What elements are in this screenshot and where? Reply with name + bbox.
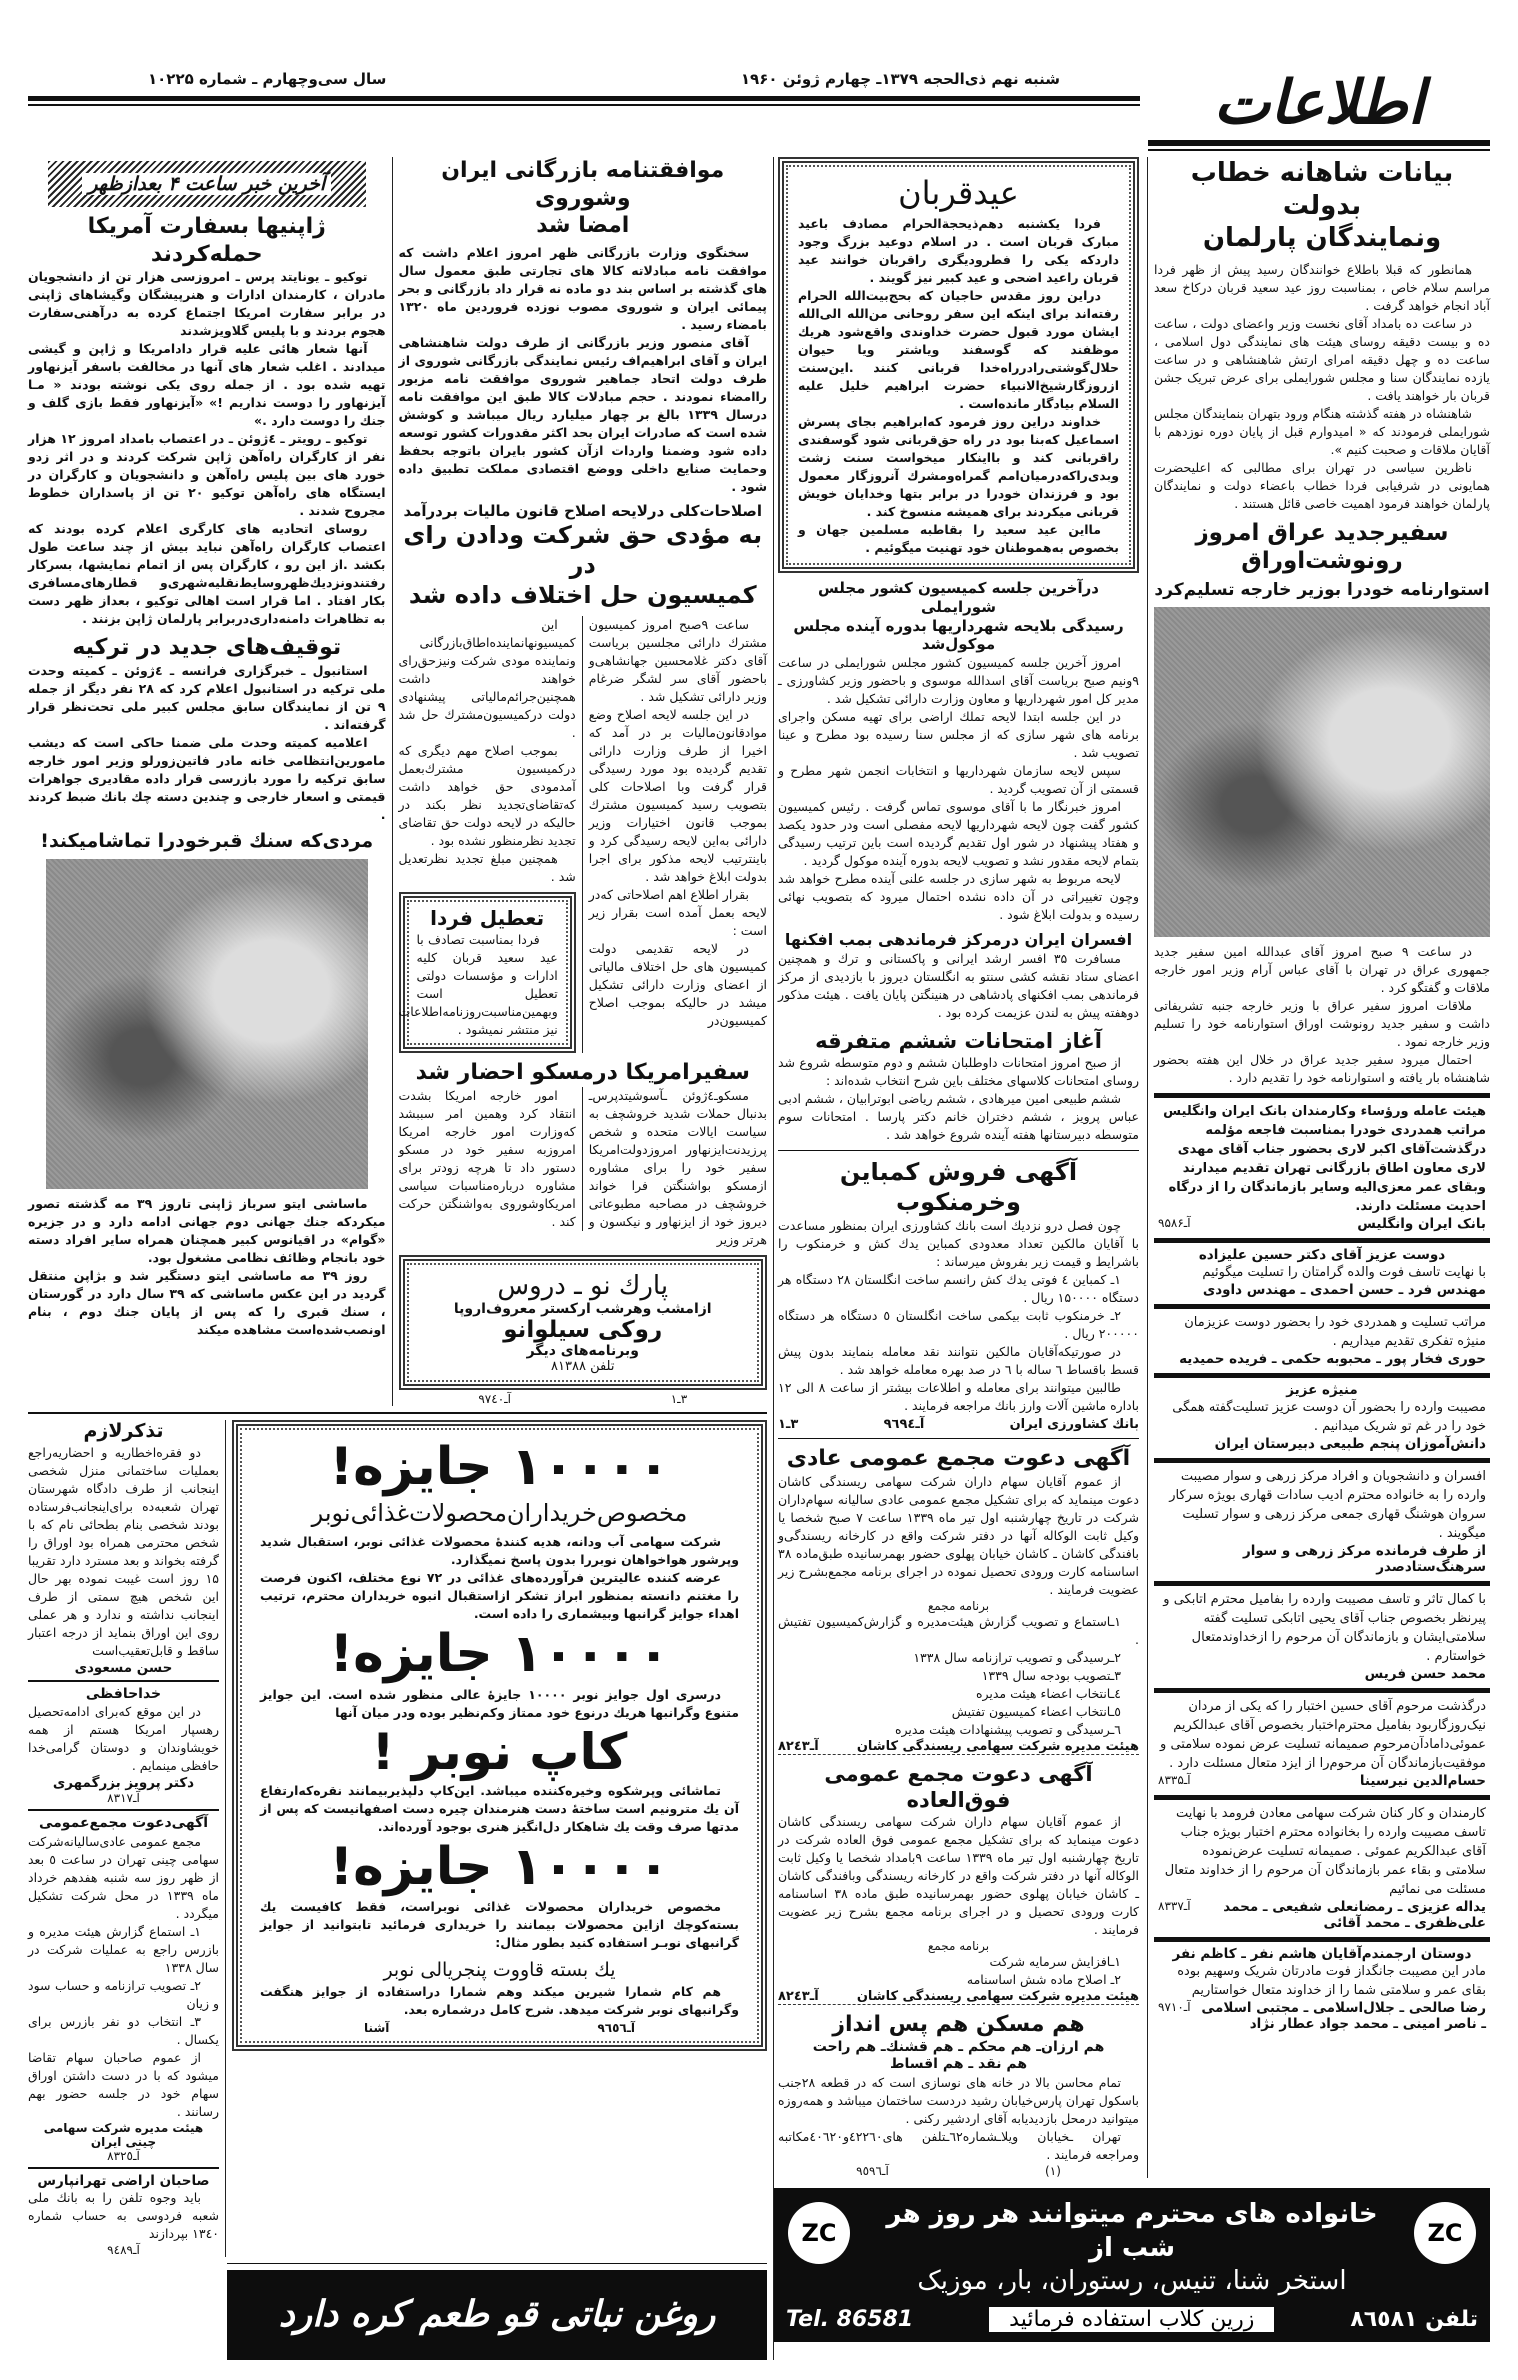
paragraph: فردا بمناسبت تصادف با عید سعید قربان کلیه ادارات و مؤسسات دولتی تعطیل است وبهمین‌مناسبت‌روزنامه‌اطلاعات نیز منتشر نمیشود .: [398, 932, 558, 1038]
headline-line: رسیدگی بلایحه شهرداریها بدوره آینده مجلس موکول‌شد: [793, 616, 1124, 654]
paragraph: تهران ـخیابان ویلاـشماره٦۲ـتلفن های٤۲۲٦۰و٤۰٦۲۰مکاتبه ومراجعه فرمایند .: [778, 2128, 1139, 2162]
paragraph: امروز خبرنگار ما با آقای موسوی تماس گرفت . رئیس کمیسیون کشور گفت چون لایحه شهرداریها لایحه مفصلی است ودر حدود یکصد و هفتاد پیشنهاد در شور اول تقدیم گردیده است باین ترتیب رسیدگی بتمام لایحه مقدور نشد و تصویب لایحه بدوره آینده موکول گردید .: [778, 799, 1139, 868]
paragraph: هیئت عامله ورؤساء وکارمندان بانک ایران وانگلیس مراتب همدردی خودرا بمناسبت فاجعه مؤلمه درگذشت‌آقای اکبر لاری بحضور جناب آقای مهدی لاری معاون اطاق بازرگانی تهران تقدیم میدارند وبقای عمر معزی‌الیه وسایر بازماندگان را از درگاه احدیت مسئلت دارند.: [1163, 1104, 1486, 1215]
notice-footer: [1158, 2000, 1486, 2032]
paragraph: فردا یکشنبه دهم‌ذیحجة‌الحرام مصادف باعید مبارک قربان است . در اسلام دوعید بزرگ وجود داردکه یکی را فطرودیگری راقربان خوانند عید قربان راعید اضحی و عید کبیر نیز گویند .: [798, 216, 1119, 285]
ad-body: [778, 1217, 1139, 1415]
paragraph: با نهایت تاسف فوت والده گرامتان را تسلیت میگوئیم: [1202, 1265, 1486, 1281]
signature: مهندس فرد ـ حسن احمدی ـ مهندس داودی: [1202, 1282, 1486, 1299]
paragraph: از عموم صاحبان سهام تقاضا میشود که با در دست داشتن اوراق سهام خود در جلسه حضور بهم رسانند .: [28, 2049, 219, 2119]
article-body: [583, 616, 767, 1030]
subheadline: استوارنامه خودرا بوزیر خارجه تسلیم‌کرد: [1154, 580, 1490, 600]
turkey-article: [28, 634, 386, 824]
column-left: [28, 157, 392, 1339]
ad-code: آـ۹۷٤۰: [478, 1391, 511, 1406]
paragraph: ۳ـتصویب بودجه سال ۱۳۳۹: [981, 1667, 1121, 1683]
signature: حسام‌الدین نیرسینا: [1359, 1773, 1486, 1790]
article-body: [28, 268, 386, 628]
headline: تعطیل فردا: [430, 906, 545, 931]
notice-body: [28, 1703, 219, 1775]
divider: [28, 1809, 219, 1811]
notice-footer: [1158, 1666, 1486, 1682]
ad-footer: [778, 2164, 1139, 2178]
paragraph: توکیو ـ رویتر ـ ٤ژوئن ـ در اعتصاب بامداد امروز ۱۲ هزار نفر از کارگران راه‌آهن ژاپن شرکت کردند و در اثر زدو خورد های بین پلیس راه‌آهن و دانشجویان و کارگران در ایستگاه های راه‌آهن توکیو ۲۰ تن از پاسداران خطوط مجروح شدند .: [28, 431, 386, 518]
signature: دکتر پرویز بزرگمهری: [52, 1775, 195, 1791]
paragraph: شاهنشاه در هفته گذشته هنگام ورود بتهران بنمایندگان مجلس شورایملی فرمودند که « امیدوارم قبل از پایان دوره نوزدهم با آقایان ملاقات و صحبت کنیم ».: [1154, 405, 1490, 457]
moscow-article: [399, 1059, 768, 1249]
ad-code: آـ۹٦٥٦: [597, 2020, 635, 2035]
nobar-prize-ad: [232, 1420, 767, 2051]
tax-law-article: [399, 502, 768, 1054]
signature: دانش‌آموزان پنجم طبیعی دبیرستان ایران: [1214, 1436, 1486, 1453]
logo-rule: [1148, 140, 1490, 146]
divider: [28, 1680, 219, 1682]
paragraph: ۱ـافزایش سرمایه شرکت: [989, 1954, 1121, 1970]
ad-footer: [399, 1392, 768, 1406]
obituaries: [1154, 1093, 1490, 2038]
gravestone-photo: [46, 859, 368, 1189]
photo-headline: مردی‌که سنك قبرخودرا تماشامیکند!: [40, 829, 374, 852]
signature: بانک ایران وانگلیس: [1357, 1216, 1486, 1233]
headline: افسران ایران درمرکز فرماندهی بمب افکنها: [784, 930, 1133, 949]
ad-code: آـ۹۵۸۶: [1158, 1216, 1191, 1231]
ad-subtitle: مخصوص‌خریداران‌محصولات‌غذائی‌نوبر: [311, 1499, 688, 1528]
paragraph: درسری اول جوایز نوبر ۱۰۰۰۰ جایزهٔ عالی منظور شده است. این جوایز متنوع وگرانبها هریك درنوع خود ممتاز وکم‌نظیر بوده ودر میان آنها: [260, 1686, 739, 1720]
condolence-notice: [1154, 1688, 1490, 1795]
headline: آغاز امتحانات ششم متفرقه: [815, 1029, 1102, 1053]
paragraph: بموجب اصلاح مهم دیگری که درکمیسیون مشترك‌بعمل آمدمودی حق خواهد داشت که‌تقاضای‌تجدید نظر بکند در حالیکه در لایحه دولت حق تقاضای تجدید نظرمنظور نشده بود .: [398, 743, 576, 849]
ad-cta: زرین کلاب استفاده فرمائید: [989, 2307, 1274, 2332]
paragraph: امور خارجه امریکا بشدت انتقاد کرد وهمین امر سببشد که‌وزارت امور خارجه امریکا امروزبه سفیر خود در مسکو دستور داد تا هرچه زودتر برای مشاوره درباره‌مناسبات سیاسی امریکاوشوروی به‌واشنگتن حرکت کند .: [398, 1087, 576, 1229]
paragraph: مراتب تسلیت و همدردی خود را بحضور دوست عزیزمان منیژه تفکری تقدیم میداریم .: [1184, 1315, 1486, 1350]
ad-code: آـ۸۳۱۷: [107, 1791, 140, 1805]
paragraph: در صورتیکه‌آقایان مالکین نتوانند نقد معامله بنمایند بدون پیش قسط باقساط ٦ ساله با ٦ در صد بهره معامله خواهد شد .: [778, 1344, 1139, 1378]
article-body: [1154, 261, 1490, 513]
paragraph: ٦ـرسیدگی و تصویب پیشنهادات هیئت مدیره: [894, 1721, 1121, 1737]
headline: ژاپنیها بسفارت آمریکا حمله‌کردند: [87, 214, 326, 267]
divider: [778, 1438, 1139, 1439]
condolence-notice: [1154, 1093, 1490, 1238]
banner-text: آخرین خبر ساعت ۴ بعدازظهر: [82, 173, 331, 195]
paragraph: در ساعت ۹ صبح امروز آقای عبدالله امین سفیر جدید جمهوری عراق در تهران با آقای عباس آرام وزیر امور خارجه ملاقات و گفتگو کرد .: [1154, 944, 1490, 996]
ad-code: آـ۸۳۳۷: [1158, 1899, 1191, 1914]
paragraph: از عموم آقایان سهام داران شرکت سهامی ریسندگی کاشان دعوت مینماید که برای تشکیل مجمع عمومی عادی سالیانه سهام‌داران شرکت در تاریخ چهارشنبه اول تیر ماه ۱۳۳۹ ساعت ۷ صبح شخصا یا وکیل ثابت الوکاله آنها در دفتر شرکت واقع در کارخانه ریسندگی‌و بافندگی کاشان ـ کاشان خیابان پهلوی حضور بهمرسانیده طبق‌ماده ۳۸ اساسنامه کارت ورودی تحصیل نموده در اجرای برنامه مجمع‌بشرح زیر عضویت فرمایند .: [778, 1473, 1139, 1597]
paragraph: چون فصل درو نزدیك است بانك كشاورزی ایران بمنظور مساعدت با آقایان مالکین تعداد معدودی کمباین یدك کش و خرمنکوب را باشرایط و قیمت زیر بفروش میرساند :: [778, 1218, 1139, 1270]
notice-footer: [1158, 1436, 1486, 1452]
paragraph: طالبین میتوانند برای معامله و اطلاعات بیشتر از ساعت ۸ الی ۱۲ باداره ماشین آلات وارز بانك مراجعه فرمایند .: [778, 1380, 1139, 1414]
headline-line: موافقتنامه بازرگانی ایران وشوروی: [441, 158, 725, 211]
paragraph: سخنگوی وزارت بازرگانی ظهر امروز اعلام داشت که موافقت نامه مبادلاته کالا های تجارتی طبق معمول سال های گذشته بر اساس بند دو ماده نه قرار داد بازرگانی و بحر پیمائی ایران و شوروی مصوب نوزده فروردین ماه ۱۳۲۰ بامضاء رسید .: [398, 244, 767, 332]
headline: سفیرجدید عراق امروز رونوشت‌اوراق: [1195, 519, 1449, 575]
notice-title: دوست عزیز آقای دکتر حسین علیزاده: [1198, 1247, 1446, 1264]
page-ref: ۳ـ۱: [778, 1417, 799, 1433]
article-body: [583, 1087, 767, 1249]
headline: آگهی فروش کمباین وخرمنکوب: [839, 1158, 1078, 1217]
trade-agreement-article: [399, 157, 768, 496]
paragraph: در این جلسه لایحه اصلاح وضع موادقانون‌مالیات بر در آمد که اخیرا از طرف وزارت دارائی تقدیم گردیده بود مورد رسیدگی قرار گرفت وبا اصلاحات کلی بتصویب رسید کمیسیون مشترك بموجب قانون اختیارات وزیر دارائی به‌این لایحه رسیدگی کرد و باینترتیب لایحه مذکور برای اجرا بدولت ابلاغ خواهد شد .: [588, 707, 767, 885]
paragraph: تماشائی وپرشکوه وخیره‌کننده میباشد. این‌کاپ دلپذیربیمانند نقره‌که‌ارتفاع آن یك مترونیم است ساختهٔ دست هنرمندان چیره دست اصفهانیست که پس از مدتها صرف وقت یك شاهکار دل‌انگیز هنری بوجود آورده‌اند.: [260, 1782, 739, 1834]
masthead-rule: [28, 96, 1140, 101]
prize-headline: ۱۰۰۰۰ جایزه!: [329, 1836, 670, 1897]
paragraph: ۲ـ اصلاح ماده شش اساسنامه: [966, 1972, 1121, 1988]
paragraph: دو فقره‌اخطاریه و احضاریه‌راجع بعملیات ساختمانی منزل شخصی اینجانب از طرف دادگاه شهرستان تهران شعبه‌ده برای‌اینجانب‌فرستاده بودند شخصی بنام بطحائی نام که با شخص محترمی همراه بود اوراق را گرفته بخواند و بعد مسترد دارد تقریبا ۱۵ روز است غیبت نموده بهر حال این شخص هیچ سمتی از طرف اینجانب نداشته و ندارد و هر عملی روی این اوراق بنماید از درجه اعتبار ساقط و قابل‌تعقیب‌است: [28, 1444, 219, 1658]
headline-line: امضا شد: [536, 213, 630, 238]
housing-ad: [778, 2011, 1139, 2178]
notice-footer: [1158, 1351, 1486, 1367]
notice-footer: [1158, 1543, 1486, 1575]
paragraph: در این جلسه ابتدا لایحه تملك اراضی برای تهیه مسکن واجرای برنامه های شهر سازی که از مجلس سنا رسیده بود مطرح و عینا تصویب شد .: [778, 709, 1139, 760]
headline-line: کمیسیون حل اختلاف داده شد: [408, 581, 757, 610]
paragraph: ۲ـرسیدگی و تصویب ترازنامه سال ۱۳۳۸: [913, 1649, 1121, 1665]
paragraph: آنها شعار هائی علیه قرار دادامریکا و ژاپن و گیشی میدادند . اغلب شعار های آنها در مخالفت باسفر آیزنهاور تهیه شده بود . از جمله روی یکی نوشته بودند « مـا آیزنهاور را دوست نداریم !» «آیزنهاور فقط بازی گلف و جنك را دوست دارد .»: [28, 341, 386, 428]
paragraph: عرضه کننده عالیترین فرآورده‌های غذائی در ۷۲ نوع مختلف، اکنون فرصت را مغتنم دانسته بمنظور ابراز تشکر ازاستقبال انبوه خریداران محترم، ترتیب اهداء جوایز گرانبها وبیشماری را داده است.: [260, 1570, 739, 1622]
issue-date: شنبه نهم ذی‌الحجه ۱۳۷۹ـ چهارم ژوئن ۱۹۶۰: [740, 70, 1060, 88]
paragraph: باید وجوه تلفن را به بانك ملی شعبه فردوسی به حساب شماره ۱۳٤۰ بپردازند: [28, 2190, 219, 2242]
paragraph: مسکوـ٤ژوئن ـآسوشیتدپرس‌ـ بدنبال حملات شدید خروشچف به سیاست ایالات متحده و شخص پرزیدنت‌ایزنهاور امروزدولت‌امریکا سفیر خود را برای مشاوره ازمسکو بواشنگتن فرا خواند خروشچف در مصاحبه مطبوعاتی دیروز خود از ایزنهاور و نیکسون و هرتر وزیر: [588, 1087, 767, 1247]
condolence-notice: [1154, 1581, 1490, 1688]
agenda-title: برنامه مجمع: [927, 1598, 990, 1613]
paragraph: امروز آخرین جلسه کمیسیون کشور مجلس شورایملی در ساعت ۹ونیم صبح بریاست آقای اسدالله موسوی و باحضور وزیر کشاورزی ـ مدیر کل امور شهرداریها و معاون وزارت دارائی تشکیل شد .: [778, 655, 1139, 706]
performer-name: روکی سیلوانو: [503, 1316, 663, 1343]
phone: تلفن ۸۱۳۸۸: [551, 1358, 615, 1374]
headline: عیدقربان: [898, 174, 1019, 212]
left-block: [28, 157, 774, 2360]
signature: هیئت مدیره شرکت سهامی ریسندگی کاشان: [856, 1989, 1139, 2005]
notice-body: [28, 1833, 219, 2121]
notice-body: [28, 2189, 219, 2243]
paragraph: مااین عید سعید را بقاطبه مسلمین جهان و بخصوص به‌هموطنان خود تهنیت میگوئیم .: [798, 522, 1119, 555]
paragraph: با کمال تاثر و تاسف مصیبت وارده را بفامیل محترم اتابکی و پیرنظر بخصوص جناب آقای یحیی اتابکی تسلیت گفته سلامتی‌ایشان و بازماندگان آن مرحوم را ازخداوندمتعال خواستارم .: [1163, 1592, 1486, 1665]
paragraph: استانبول ـ خبرگزاری فرانسه ـ ٤ژوئن ـ کمیته وحدت ملی ترکیه در استانبول اعلام کرد که ۲۸ نفر دیگر از جمله ۹ تن از نمایندگان سابق مجلس کبیر ملی تحت‌نظر قرار گرفته‌اند .: [28, 662, 386, 732]
combine-sale-ad: [778, 1157, 1139, 1432]
notice-body: [28, 1444, 219, 1660]
paragraph: از صبح امروز امتحانات داوطلبان ششم و دوم متوسطه شروع شد روسای امتحانات کلاسهای مختلف باین شرح انتخاب شده‌اند :: [778, 1055, 1139, 1089]
divider: [778, 1150, 1139, 1151]
issue-info: سال سی‌وچهارم ـ شماره ۱۰۲۲۵: [148, 70, 387, 88]
prize-headline: ۱۰۰۰۰ جایزه!: [329, 1624, 670, 1685]
ad-code: آـ۸۲٤۳: [778, 1738, 819, 1754]
notice-footer: [1158, 1216, 1486, 1232]
phone-latin: Tel. 86581: [786, 2307, 914, 2333]
signature: رضا صالحی ـ جلال‌اسلامی ـ مجتبی اسلامی ـ ناصر امینی ـ محمد جواد عطار نژاد: [1201, 2000, 1486, 2033]
paragraph: در ساعت ده بامداد آقای نخست وزیر واعضای دولت ، ساعت ده و بیست دقیقه روسای هیئت های نمایندگی دول اسلامی ، ساعت ده و چهل دقیقه امرای ارتش شاهنشاهی و در ساعت یازده نمایندگان سنا و مجلس شورایملی برای عرض تبریک جشن قربان بار خواهند یافت .: [1154, 315, 1490, 403]
condolence-notice: [1154, 1795, 1490, 1937]
paragraph: ۲ـ خرمنکوب ثابت بیکمی ساخت انگلستان ٥ دستگاه هر دستگاه ۲۰۰۰۰۰ ریال .: [778, 1308, 1139, 1342]
paragraph: بقرار اطلاع اهم اصلاحاتی که‌در لایحه بعمل آمده است بقرار زیر است :: [588, 887, 767, 939]
divider: [28, 2167, 219, 2169]
paragraph: مجمع عمومی عادی‌سالیانه‌شرکت سهامی چینی تهران در ساعت ٥ بعد از ظهر روز سه شنبه هفدهم خرداد ماه ۱۳۳۹ در محل شرکت تشکیل میگردد .: [28, 1833, 220, 1921]
paragraph: همچنین مبلغ تجدید نظرتعدیل شد .: [398, 851, 576, 885]
paragraph: مسافرت ۳۵ افسر ارشد ایرانی و پاکستانی و ترك و همچنین اعضای ستاد نقشه کشی سنتو به انگلستان دیروز با بازدیدی از مرکز فرماندهی بمب افکنهای پادشاهی در هنینگتن پایان یافت . هیئت مذکور دوهفته پیش به لندن عزیمت کرده بود .: [778, 951, 1139, 1020]
paragraph: از عموم آقایان سهام داران شرکت سهامی ریسندگی کاشان دعوت مینماید که برای تشکیل مجمع عمومی فوق العاده شرکت در تاریخ چهارشنبه اول تیر ماه ۱۳۳۹ ساعت ۹بامداد شخصا یا وکیل ثابت الوکاله آنها در دفتر شرکت واقع در کارخانه ریسندگی وبافندگی کاشان ـ کاشان خیابان پهلوی حضور بهمرسانیده طبق ماده ۳۸ اساسنامه کارت ورودی تحصیل و در اجرای برنامه مجمع بشرح زیر عضویت فرمایند .: [778, 1814, 1139, 1938]
logo-block: [1148, 70, 1490, 151]
notices-column: [28, 1420, 226, 2258]
signature: از طرف فرمانده مرکز زرهی و سوار سرهنگ‌ستادصدر: [1243, 1543, 1486, 1576]
ad-body: [778, 1473, 1139, 1599]
page-ref: ۳ـ۱: [670, 1391, 688, 1406]
notice-title: منیژه عزیز: [1286, 1382, 1358, 1399]
ghoo-oil-ad: [227, 2270, 767, 2360]
column-right: [1148, 157, 1490, 2178]
condolence-notice: [1154, 1937, 1490, 2038]
agency: آشنا: [364, 2020, 390, 2035]
paragraph: لایحه مربوط به شهر سازی در جلسه علنی آینده مطرح خواهد شد وچون تغییراتی در آن داده نشده احتمال میرود که بتصویب نهائی رسیده و بدولت ابلاغ شود .: [778, 871, 1139, 922]
ad-slogan: روغن نباتی قو طعم کره دارد: [278, 2293, 716, 2335]
page-grid: [28, 157, 1490, 2360]
ordinary-assembly-ad: [778, 1445, 1139, 1755]
paragraph: ششم طبیعی امین میرهادی ، ششم ریاضی ابوترابیان ، ششم ادبی عباس پرویز ، ششم دختران خانم دکتر پارسا . امتحانات سوم متوسطه دبیرستانها هفته آینده شروع خواهد شد .: [778, 1091, 1139, 1143]
page-ref: (۱): [1045, 2163, 1061, 2178]
notice-body: [398, 931, 558, 1039]
signature: محمد حسن فریس: [1364, 1666, 1486, 1683]
masthead-rule-thin: [28, 104, 1140, 106]
ad-code: آـ۸۳۲٥: [107, 2148, 140, 2163]
headline: صاحبان اراضی تهرانپارس: [37, 2172, 210, 2189]
headline: آگهی دعوت مجمع عمومی فوق‌العاده: [824, 1761, 1093, 1812]
paragraph: مادر این مصیبت جانگداز فوت مادرتان شریک وسهیم بوده بقای عمر و سلامتی شما را از خداوند متعال خواستاریم: [1177, 1964, 1486, 1999]
agenda: [778, 1953, 1139, 1989]
paragraph: توکیو ـ یونایتد پرس ـ امروزسی هزار تن از دانشجویان مادران ، کارمندان ادارات و هنرپیشگان وگیشاهای ژاپنی در برابر سفارت امریکا اجتماع کرده به درآهنی‌سفارت هجوم بردند و با پلیس گلاویزشدند: [28, 269, 386, 338]
ad-line: استخر شنا، تنیس، رستوران، بار، موزیک: [917, 2266, 1347, 2297]
ad-footer: [786, 2307, 1478, 2332]
condolence-notice: [1154, 1304, 1490, 1373]
eid-box: [778, 157, 1139, 573]
ad-footer: [778, 1989, 1139, 2005]
paragraph: شرکت سهامی آب ودانه، هدیه کنندهٔ محصولات غذائی نوبر، استقبال شدید وپرشور هواخواهان نوبررا بدون پاسخ نمیگذارد.: [260, 1534, 739, 1568]
signature: حسن مسعودی: [74, 1659, 173, 1676]
article-body: [399, 1087, 583, 1231]
headline-line: درآخرین جلسه کمیسیون کشور مجلس شورایملی: [818, 579, 1099, 616]
photo-caption: [1154, 943, 1490, 1087]
paragraph: مخصوص خریداران محصولات غذائی نوبراست، فقط کافیست یك بسته‌کوچك ازاین محصولات بیمانند را خریداری فرمائید تابتوانید از جوایز گرانبهای نوبـر استفاده کنید بطور مثال:: [260, 1899, 739, 1951]
notice-footer: [1158, 1773, 1486, 1789]
paragraph: ملاقات امروز سفیر عراق با وزیر خارجه جنبه تشریفاتی داشت و سفیر جدید رونوشت اوراق استوارنامه خود را تسلیم وزیر خارجه نمود .: [1154, 998, 1490, 1050]
paragraph: ۱ـ کمباین ٤ فوتی یدك کش رانسم ساخت انگلستان ۲۸ دستگاه هر دستگاه ۱۵۰۰۰۰ ریال .: [778, 1272, 1139, 1306]
agenda: [778, 1613, 1139, 1739]
phone: تلفن ۸٦٥۸۱: [1350, 2307, 1478, 2333]
notice-footer: [1158, 1899, 1486, 1931]
notice-footer: [1158, 1282, 1486, 1298]
condolence-notice: [1154, 1238, 1490, 1304]
paragraph: درگذشت مرحوم آقای حسین اختبار را که یکی از مردان نیک‌روزگاربود بفامیل محترم‌اختبار بخصوص آقای عبدالکریم عموئی‌دامادآن‌مرحوم صمیمانه تسلیت عرض نموده سلامتی و موفقیت‌بازماندگان آن مرحوم‌را از ایزد متعال مسئلت دارد .: [1160, 1699, 1486, 1772]
paragraph: هم کام شمارا شیرین میکند وهم شمارا دراستفاده از جوایز هنگفت وگرانبهای نوبر شرکت میدهد. شرح کامل درشماره بعد.: [260, 1983, 739, 2017]
zc-logo-icon: ZC: [1414, 2202, 1476, 2264]
paragraph: ماساشی ایتو سرباز ژاپنی تاروز ۳۹ مه گذشته تصور میکردکه جنك جهانی دوم جهانی ادامه دارد و در جزیره «گوام» در اقیانوس کبیر همچنان همراه سایر افراد دسته خود بانجام وظائف نظامی مشغول بود.: [28, 1196, 386, 1266]
article-body: [778, 950, 1139, 1022]
prize-headline: ۱۰۰۰۰ جایزه!: [329, 1436, 670, 1497]
ad-body: [778, 2074, 1139, 2164]
paragraph: در لایحه تقدیمی دولت کمیسیون های حل اختلاف مالیاتی از اعضای وزارت دارائی تشکیل میشد در حالیکه بموجب اصلاح کمیسیون‌در: [588, 941, 767, 1029]
headline: سفیرامریکا درمسکو احضار شد: [415, 1060, 750, 1086]
condolence-notice: [1154, 1373, 1490, 1458]
royal-speech-article: [1154, 157, 1490, 513]
notice-title: دوستان ارجمندم‌آقایان هاشم نفر ـ کاظم نفر: [1172, 1946, 1472, 1963]
paragraph: همانطور که قبلا باطلاع خوانندگان رسید پیش از ظهر فردا مراسم سلام خاص ، بمناسبت روز عید سعید قربان درکاخ سعد آباد انجام خواهد گرفت .: [1154, 261, 1490, 313]
article-body: [399, 616, 576, 886]
article-body: [399, 244, 768, 496]
photo-caption: [28, 1195, 386, 1339]
extraordinary-assembly-ad: [778, 1761, 1139, 2006]
condolence-notice: [1154, 1458, 1490, 1581]
ad-body: [260, 1983, 739, 2019]
ad-footer: [260, 2021, 739, 2035]
signature: هیئت مدیره شرکت سهامی چینی ایران: [43, 2120, 204, 2149]
paragraph: ساعت ۹صبح امروز کمیسیون مشترك دارائی مجلسین بریاست آقای دکتر غلامحسین جهانشاهی‌و باحضور آقای سر لشگر ضرغام وزیر دارائی تشکیل شد .: [588, 617, 767, 705]
ad-line: ازامشب وهرشب ارکستر معروف‌اروپا: [453, 1300, 712, 1317]
paragraph: ۲ـ تصویب ترازنامه و حساب سود و زیان: [28, 1977, 219, 2011]
ad-body: [778, 1813, 1139, 1939]
ad-body: [260, 1782, 739, 1836]
park-no-dorus-ad: [399, 1255, 768, 1390]
headline: تذکرلازم: [83, 1419, 164, 1442]
headline: [399, 520, 768, 610]
dateline: [28, 70, 1140, 88]
paragraph: ٥ـانتخاب اعضاء کمیسیون تفتیش: [951, 1703, 1121, 1719]
signature: یداله عزیزی ـ رمضانعلی شفیعی ـ محمد علی‌ظفری ـ محمد آقائی: [1223, 1899, 1486, 1932]
ad-body: [260, 1898, 739, 1952]
tax-left-subcolumn: [399, 616, 583, 1053]
paragraph: کارمندان و کار کنان شرکت سهامی معادن فرومد با نهایت تاسف مصیبت وارده را بخانواده محترم اختبار بویژه جناب آقای عبدالکریم عموئی . صمیمانه تسلیت عرض‌نموده سلامتی و بقاء عمر بازماندگان آن مرحوم را از خداوند متعال مسئلت می نمائیم: [1164, 1806, 1486, 1898]
paragraph: سپس لایحه سازمان شهرداریها و انتخابات انجمن شهر مطرح و قسمتی از آن تصویب گردید .: [778, 763, 1139, 796]
ad-code: آـ۸۳۳۵: [1158, 1773, 1191, 1788]
ad-code: آـ۹٤۸۹: [107, 2243, 140, 2258]
ad-code: آـ۸۲٤۳: [778, 1989, 819, 2005]
paragraph: این کمیسیونهانماینده‌اطاق‌بازرگانی ونماینده مودی شرکت ونیزحق‌رای خواهند داشت همچنین‌جرائم‌مالیاتی پیشنهادی دولت درکمیسیون‌مشترك حل شد .: [398, 617, 576, 741]
ad-footer: [778, 1417, 1139, 1432]
ambassador-photo: [1154, 607, 1490, 937]
headline: آگهی دعوت مجمع عمومی عادی: [786, 1446, 1131, 1472]
ad-code: آـ۹٥۹٦: [856, 2163, 889, 2178]
paragraph: تمام محاسن بالا در خانه های نوسازی است که در قطعه ۲۸جنب باسکول تهران پارس‌خیابان رشید دردست ساختمان میباشد و همه‌روزه میتوانید درمحل بازدیدیابه آقای اردشیر رکنی .: [778, 2074, 1139, 2126]
article-body: [798, 215, 1119, 557]
headline: هم مسکن هم پس انداز: [832, 2012, 1085, 2038]
kicker: اصلاحات‌کلی درلایحه اصلاح قانون مالیات بردرآمد: [403, 501, 763, 520]
paragraph: ۳ـ انتخاب دو نفر بازرس برای یکسال .: [28, 2013, 219, 2047]
ad-body: [260, 1686, 739, 1722]
signature: هیئت مدیره شرکت سهامی ریسندگی کاشان: [856, 1738, 1139, 1754]
paragraph: مصیبت وارده را بحضور آن دوست عزیز تسلیت‌گفته همگی خود را در غم تو شریک میدانیم .: [1172, 1400, 1486, 1435]
headline-line: به مؤدی حق شرکت ودادن رای در: [403, 521, 763, 580]
headline: [778, 579, 1139, 654]
headline: [399, 157, 768, 240]
paragraph: روسای اتحادیه های کارگری اعلام کرده بودند که اعتصاب کارگران راه‌آهن نباید بیش از چند ساعت طول بکشد .از این رو ، کارگران پس از اتمام نمایشها، بسرکار رفتندونزدیك‌ظهروسایط‌نقلیه‌شهری‌و قطارهای‌مسافری بکار افتاد . اما قرار است اهالی توکیو ، بعداز ظهر دست به تظاهرات دامنه‌داری‌دربرابر پارلمان ژاپن بزنند .: [28, 521, 386, 626]
paragraph: اعلامیه کمیته وحدت ملی ضمنا حاکی است که دیشب مامورین‌انتظامی خانه مادر فاتین‌زورلو وزیر امور خارجه سابق ترکیه را مورد بازرسی قرار داده مقادیری جواهرات قیمتی و اسعار خارجی و چندین دسته چك بانك ضبط کردند .: [28, 734, 386, 822]
paragraph: ٤ـانتخاب اعضاء هیئت مدیره: [975, 1685, 1121, 1701]
paragraph: افسران و دانشجویان و افراد مرکز زرهی و سوار مصیبت وارده را به خانواده محترم ادیب سادات قهاری بویژه سرکار سروان هوشنگ قهاری جمعی مرکز زرهی و سوار تسلیت میگویند .: [1169, 1469, 1486, 1542]
headline: خداحافظی: [85, 1685, 162, 1702]
zc-logo-icon: ZC: [788, 2202, 850, 2264]
paragraph: ۱ـاستماع و تصویب گزارش هیئت‌مدیره و گزارش‌کمیسیون تفتیش .: [778, 1613, 1139, 1647]
headline: آگهی‌دعوت مجمع‌عمومی: [38, 1815, 209, 1831]
column-center: [392, 157, 768, 1406]
ad-line: خانواده های محترم میتوانند هر روز هر شب از: [886, 2198, 1378, 2263]
majlis-article: [778, 579, 1139, 1144]
paragraph: خداوند دراین روز فرمود که‌ابراهیم بجای پسرش اسماعیل که‌بنا بود در راه حق‌قربانی شود گوسفندی راقربانی کند و بااینکار میخواست سنت زشت وبدی‌راکه‌درمیان‌امم گمراه‌ومشرك آنروزگار معمول بود و فرزندان خودرا در برابر بتها وخدایان خویش قربانی میکردند برای همیشه منسوخ کند .: [798, 414, 1119, 519]
holiday-notice-box: [399, 892, 576, 1053]
iraq-ambassador-article: [1154, 519, 1490, 602]
subheadline: هم نقد ـ هم اقساط: [889, 2056, 1028, 2073]
ad-code: آـ۹۷۱۰: [1158, 2000, 1191, 2015]
headline: توقیف‌های جدید در ترکیه: [72, 635, 342, 660]
divider: [28, 1412, 767, 1414]
paragraph: آقای منصور وزیر بازرگانی از طرف دولت شاهنشاهی ایران و آقای ابراهیم‌اف رئیس نمایندگی بازرگانی شوروی از طرف دولت اتحاد جماهیر شوروی موافقت نامه مزبور راامضاء نمودند . حجم مبادلات کالا طبق این موافقت نامه درسال ۱۳۳۹ بالغ بر چهار میلیارد ریال میباشد و کوشش شده است که صادرات ایران بحد اکثر مقدورات کشور توسعه داده شود وضمنا واردات ازآن کشور بایران باتوجه بحفظ وحمایت صنایع داخلی ووضع اقتصادی مملکت تطبیق داده شود .: [398, 334, 768, 494]
ad-line: وبرنامه‌های دیگر: [526, 1342, 639, 1359]
headline-line: ونمایندگان پارلمان: [1202, 223, 1442, 253]
venue-name: پارك نو ـ دروس: [497, 1270, 669, 1301]
divider: [227, 2263, 767, 2264]
example-product: یك بسته قاووت پنجریالی نوبر: [383, 1959, 616, 1982]
paragraph: احتمال میرود سفیر جدید عراق در خلال این هفته بحضور شاهنشاه بار یافته و استوارنامه خود را تقدیم دارد .: [1154, 1052, 1490, 1086]
ad-body: [260, 1533, 739, 1623]
paragraph: روز ۳۹ مه ماساشی ایتو دستگیر شد و بژاپن منتقل گردید در این عکس ماساشی که ۳۹ سال دارد در گورستان ، سنك قبری را که پس از پایان جنك دوم ، بنام اونصب‌شده‌است مشاهده میکند: [28, 1268, 386, 1338]
signature: بانك كشاورزی ایران: [1009, 1417, 1139, 1433]
headline-line: بیانات شاهانه خطاب بدولت: [1190, 158, 1454, 221]
subheadline: هم ارزان‌ـ هم محکم ـ هم قشنك‌ـ هم راحت: [812, 2038, 1105, 2055]
paragraph: ۱ـ استماع گزارش هیئت مدیره و بازرس راجع به عملیات شرکت در سال ۱۳۳۸: [28, 1923, 219, 1975]
signature: حوری فخار پور ـ محبوبه حکمی ـ فریده حمیدیه: [1179, 1351, 1486, 1368]
latest-news-banner: [48, 161, 366, 207]
newspaper-logo: اطلاعات: [1213, 68, 1425, 138]
japan-article: [28, 213, 386, 628]
cup-headline: کاپ نوبر !: [371, 1722, 628, 1781]
paragraph: دراین روز مقدس حاجیان که بحج‌بیت‌الله الحرام رفته‌اند برای اینکه این سفر روحانی من‌الله الی‌الله ایشان مورد قبول حضرت خداوندی واقع‌شود هریك موظفند که گوسفند ویاشتر ویا حیوان حلال‌گوشتی‌رادرراه‌خدا قربانی کنند .این‌سنت ازروزگارشیخ‌الانبیاء حضرت ابراهیم خلیل علیه السلام بیادگار مانده‌است .: [798, 288, 1119, 411]
article-body: [778, 1054, 1139, 1144]
right-block: [774, 157, 1490, 2342]
masthead: [28, 70, 1490, 151]
zarrin-club-ad: [774, 2188, 1490, 2342]
logo-rule-thin: [1148, 149, 1490, 151]
dateline-block: [28, 70, 1140, 106]
article-body: [28, 662, 386, 824]
article-body: [778, 654, 1139, 924]
ad-footer: [778, 1739, 1139, 1755]
column-2: [774, 157, 1148, 2178]
paragraph: ناظرین سیاسی در تهران برای مطالبی که اعلیحضرت همایونی در شرفیابی فردا خطاب باعضاء دولت و نمایندگان پارلمان خواهند فرمود اهمیت خاصی قائل هستند .: [1154, 459, 1490, 511]
headline: [1154, 157, 1490, 255]
ad-code: آـ۹٦۹٤: [883, 1417, 925, 1433]
paragraph: در این موقع که‌برای ادامه‌تحصیل رهسپار امریکا هستم از همه خویشاوندان و دوستان گرامی‌خدا حافظی مینمایم .: [28, 1704, 219, 1773]
agenda-title: برنامه مجمع: [927, 1939, 990, 1954]
